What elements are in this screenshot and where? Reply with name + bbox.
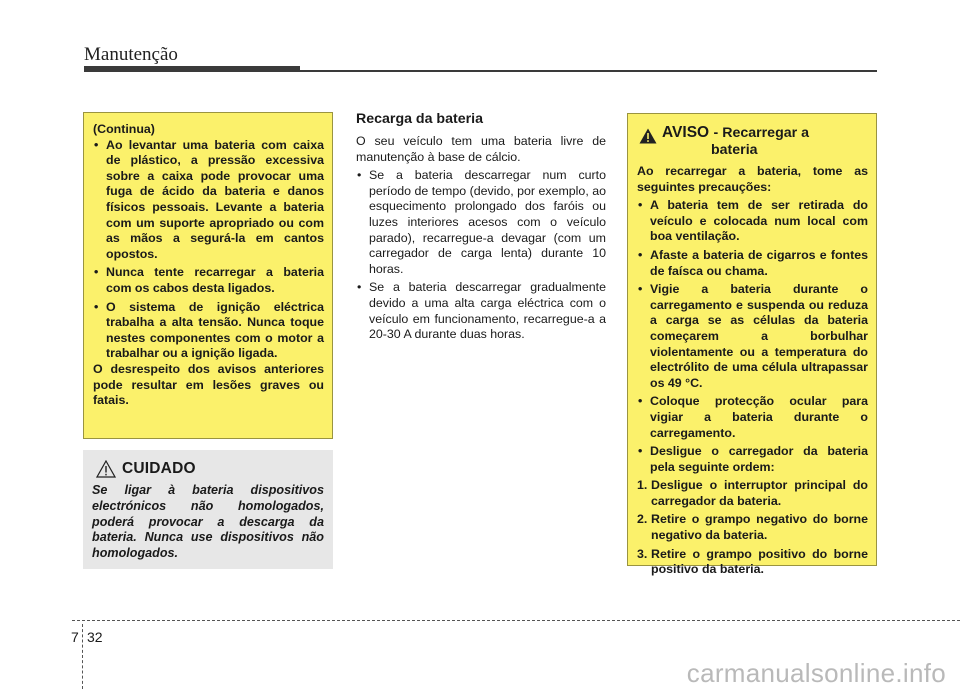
caution-header bbox=[92, 458, 324, 480]
list-item: • Se a bateria descarregar num curto período de tempo (devido, por exemplo, ao esquecimento prolongado dos faróis ou luzes interiores acesos com o veículo parado), recarregue-a devagar (com um carregador de carga lenta) durante 10 horas. bbox=[356, 168, 606, 277]
warning-triangle-outline-icon bbox=[96, 460, 116, 478]
warning-subtitle: - Recarregar a bbox=[713, 125, 809, 141]
step-text: Retire o grampo positivo do borne positivo da bateria. bbox=[651, 546, 868, 577]
list-item: • A bateria tem de ser retirada do veículo e colocada num local com boa ventilação. bbox=[637, 198, 868, 245]
step-item bbox=[637, 512, 868, 543]
caution-box bbox=[83, 450, 333, 569]
section-intro: O seu veículo tem uma bateria livre de manutenção à base de cálcio. bbox=[356, 134, 606, 164]
list-item: • Afaste a bateria de cigarros e fontes de faísca ou chama. bbox=[637, 248, 868, 279]
footer-rule bbox=[72, 620, 960, 621]
warning-continued-box bbox=[83, 112, 333, 439]
warning-header bbox=[637, 124, 868, 144]
page-section-title: Manutenção bbox=[84, 44, 178, 65]
step-number: 1. bbox=[637, 478, 648, 493]
list-item: • Coloque protecção ocular para vigiar a bateria durante o carregamento. bbox=[637, 394, 868, 441]
section-heading: Recarga da bateria bbox=[356, 111, 483, 127]
step-number: 2. bbox=[637, 512, 648, 527]
footer-divider bbox=[82, 624, 83, 689]
warning-box bbox=[627, 113, 877, 577]
header-rule-thick bbox=[84, 66, 300, 72]
caution-title: CUIDADO bbox=[122, 460, 196, 477]
warning-intro: Ao recarregar a bateria, tome as seguintes precauções: bbox=[637, 164, 868, 194]
list-item: • Vigie a bateria durante o carregamento e suspenda ou reduza a carga se as células da bateria começarem a borbulhar violentamente ou a temperatura do electrólito de uma célula ultrapassar os 49 °C. bbox=[637, 282, 868, 391]
warning-subtitle-line2: bateria bbox=[711, 142, 758, 158]
list-item: • Se a bateria descarregar gradualmente devido a uma alta carga eléctrica com o veículo em funcionamento, recarregue-a a 20-30 A durante duas horas. bbox=[356, 280, 606, 342]
list-item: • O sistema de ignição eléctrica trabalha a alta tensão. Nunca toque nestes componentes com o motor a trabalhar ou a ignição ligada. bbox=[93, 300, 324, 362]
continued-label: (Continua) bbox=[93, 122, 155, 136]
header-rule-thin bbox=[300, 70, 877, 72]
step-item bbox=[637, 478, 868, 509]
step-item bbox=[637, 547, 868, 578]
page-number: 32 bbox=[87, 629, 103, 645]
closing-warning-text: O desrespeito dos avisos anteriores pode resultar em lesões graves ou fatais. bbox=[93, 361, 324, 408]
warning-triangle-filled-icon bbox=[639, 128, 657, 144]
watermark: carmanualsonline.info bbox=[686, 658, 946, 688]
caution-body: Se ligar à bateria dispositivos electrónicos não homologados, poderá provocar a descarga da bateria. Nunca use dispositivos não homologados. bbox=[92, 483, 324, 561]
list-item: • Ao levantar uma bateria com caixa de plástico, a pressão excessiva sobre a caixa pode provocar uma fuga de ácido da bateria e danos físicos pessoais. Levante a bateria com um suporte apropriado ou com as mãos a segurá-la em cantos opostos. bbox=[93, 138, 324, 263]
list-item: • Nunca tente recarregar a bateria com os cabos desta ligados. bbox=[93, 265, 324, 296]
list-item: • Desligue o carregador da bateria pela seguinte ordem: bbox=[637, 444, 868, 475]
chapter-number: 7 bbox=[71, 629, 79, 645]
battery-charging-section bbox=[356, 111, 606, 343]
step-text: Desligue o interruptor principal do carregador da bateria. bbox=[651, 478, 868, 508]
step-text: Retire o grampo negativo do borne negativo da bateria. bbox=[651, 512, 868, 543]
step-number: 3. bbox=[637, 546, 648, 561]
warning-title: AVISO bbox=[662, 124, 710, 141]
